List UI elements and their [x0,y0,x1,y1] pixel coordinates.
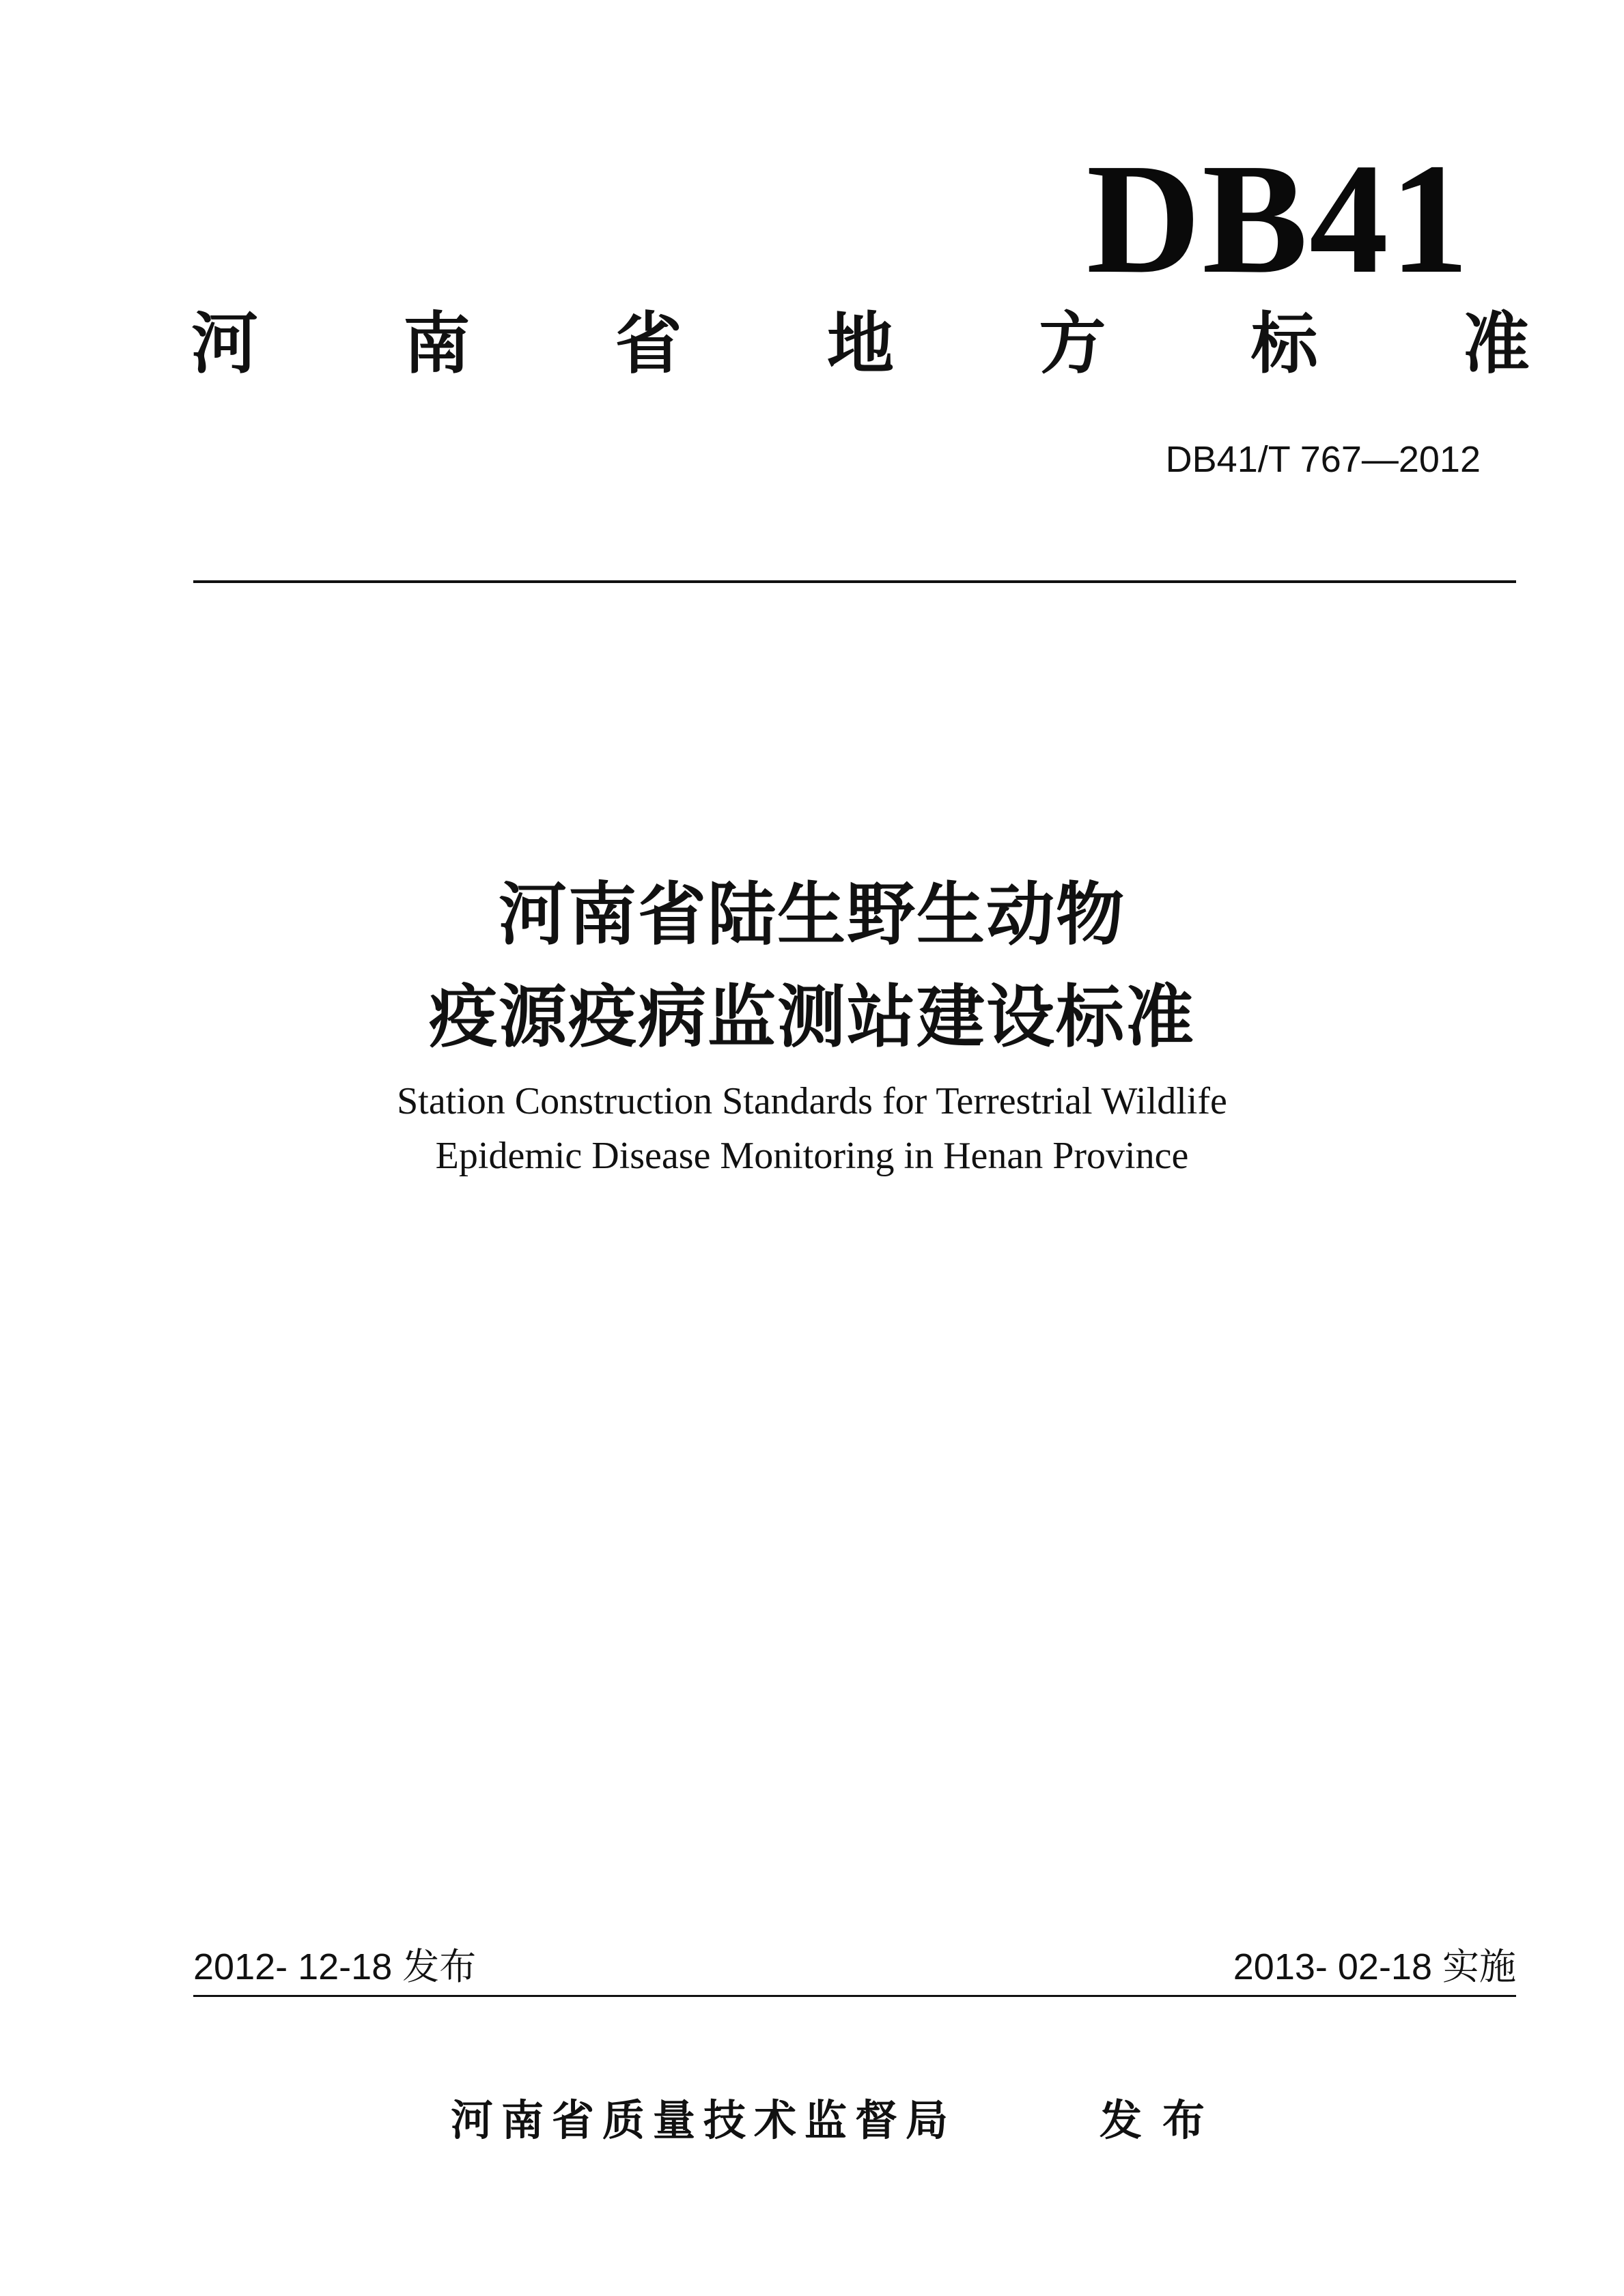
english-title-line-1: Station Construction Standards for Terrestrial Wildlife [397,1080,1227,1122]
standard-type-char: 南 [403,305,471,383]
standard-type-heading [191,305,1530,383]
bottom-divider [193,1995,1516,1997]
title-line-1: 河南省陆生野生动物 [499,875,1125,954]
standard-number: DB41/T 767—2012 [1165,439,1481,480]
implementation-date: 2013- 02-18 实施 [1233,1946,1516,1987]
standard-type-char: 准 [1462,305,1530,383]
standard-type-char: 省 [615,305,682,383]
issue-date: 2012- 12-18 发布 [193,1946,477,1987]
standard-type-char: 标 [1250,305,1318,383]
title-line-2: 疫源疫病监测站建设标准 [429,977,1195,1057]
publisher-name: 河南省质量技术监督局 [451,2095,957,2145]
standard-type-char: 方 [1039,305,1106,383]
standard-logo: DB41 [1086,131,1470,307]
standard-type-char: 河 [191,305,259,383]
top-divider [193,580,1516,583]
standard-type-char: 地 [826,305,894,383]
publish-label: 发布 [1100,2095,1226,2145]
english-title-line-2: Epidemic Disease Monitoring in Henan Province [435,1135,1189,1177]
